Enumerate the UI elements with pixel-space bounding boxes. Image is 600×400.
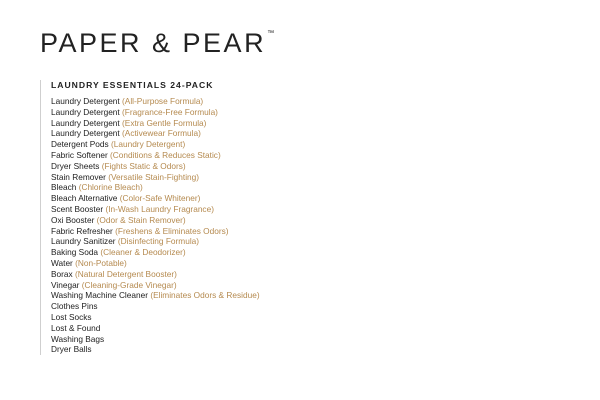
item-description: (In-Wash Laundry Fragrance) (105, 203, 214, 214)
item-name: Baking Soda (51, 247, 99, 258)
item-description: (Extra Gentle Formula) (122, 117, 207, 128)
brand-name: PAPER & PEAR (40, 28, 267, 58)
item-name: Fabric Refresher (51, 225, 113, 236)
item-description: (Conditions & Reduces Static) (110, 149, 221, 160)
item-name: Scent Booster (51, 203, 104, 214)
item-name: Washing Bags (51, 333, 105, 344)
list-item (51, 344, 260, 355)
list-item (51, 269, 260, 280)
item-name: Bleach Alternative (51, 193, 118, 204)
list-item (51, 96, 260, 107)
item-name: Stain Remover (51, 171, 106, 182)
item-name: Bleach (51, 182, 77, 193)
list-item (51, 301, 260, 312)
list-item (51, 334, 260, 345)
item-description: (Cleaning-Grade Vinegar) (81, 279, 177, 290)
list-item (51, 107, 260, 118)
list-item (51, 258, 260, 269)
list-item (51, 139, 260, 150)
item-description: (Versatile Stain-Fighting) (108, 171, 200, 182)
item-name: Dryer Sheets (51, 160, 100, 171)
item-name: Water (51, 257, 73, 268)
item-name: Lost Socks (51, 311, 92, 322)
list-item (51, 204, 260, 215)
list-item (51, 182, 260, 193)
item-name: Oxi Booster (51, 214, 95, 225)
item-name: Fabric Softener (51, 149, 108, 160)
list-item (51, 161, 260, 172)
item-name: Laundry Detergent (51, 96, 120, 106)
list-item (51, 193, 260, 204)
item-name: Laundry Sanitizer (51, 236, 116, 247)
item-name: Laundry Detergent (51, 117, 120, 128)
section-title: LAUNDRY ESSENTIALS 24-PACK (51, 80, 214, 90)
list-item (51, 280, 260, 291)
list-item (51, 150, 260, 161)
item-name: Washing Machine Cleaner (51, 290, 148, 301)
item-description: (Cleaner & Deodorizer) (100, 247, 186, 258)
brand-logo (40, 28, 273, 59)
item-description: (Eliminates Odors & Residue) (150, 290, 260, 301)
item-description: (Odor & Stain Remover) (96, 214, 186, 225)
item-description: (Natural Detergent Booster) (75, 268, 177, 279)
list-item (51, 247, 260, 258)
list-item (51, 172, 260, 183)
list-item (51, 312, 260, 323)
item-description: (Activewear Formula) (122, 128, 201, 139)
product-list-panel (40, 80, 260, 355)
item-name: Clothes Pins (51, 301, 98, 312)
item-name: Vinegar (51, 279, 80, 290)
item-description: (All-Purpose Formula) (122, 96, 204, 106)
list-item (51, 215, 260, 226)
item-name: Lost & Found (51, 322, 101, 333)
item-name: Detergent Pods (51, 139, 109, 150)
item-description: (Color-Safe Whitener) (119, 193, 201, 204)
item-name: Laundry Detergent (51, 106, 120, 117)
item-description: (Non-Potable) (75, 257, 127, 268)
item-description: (Freshens & Eliminates Odors) (115, 225, 229, 236)
list-item (51, 236, 260, 247)
item-description: (Disinfecting Formula) (117, 236, 200, 247)
item-name: Laundry Detergent (51, 128, 120, 139)
list-item (51, 226, 260, 237)
list-item (51, 128, 260, 139)
item-description: (Chlorine Bleach) (78, 182, 143, 193)
item-description: (Laundry Detergent) (110, 139, 186, 150)
trademark-mark: ™ (267, 30, 275, 37)
list-item (51, 323, 260, 334)
list-item (51, 290, 260, 301)
item-list (51, 96, 260, 355)
item-description: (Fights Static & Odors) (101, 160, 186, 171)
item-description: (Fragrance-Free Formula) (122, 106, 218, 117)
list-item (51, 118, 260, 129)
item-name: Borax (51, 268, 73, 279)
item-name: Dryer Balls (51, 344, 92, 355)
